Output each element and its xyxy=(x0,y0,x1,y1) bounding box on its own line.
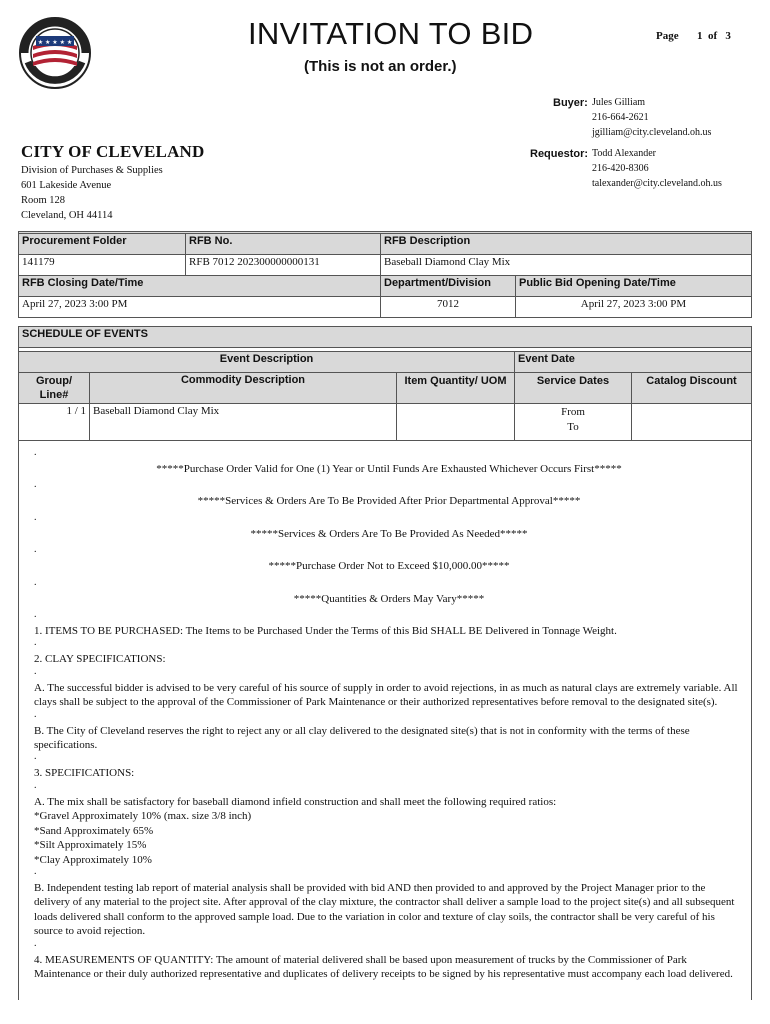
spacer-dot: . xyxy=(34,447,37,458)
spacer-dot: . xyxy=(34,479,37,491)
rfb-no-value: RFB 7012 202300000000131 xyxy=(186,255,381,276)
spacer-dot: . xyxy=(34,576,37,588)
page-number: 1 of 3 xyxy=(697,30,731,42)
catalog-discount xyxy=(632,404,752,441)
requestor-name: Todd Alexander xyxy=(592,148,657,159)
rfb-no-header: RFB No. xyxy=(186,234,381,255)
section-clay-heading: 2. CLAY SPECIFICATIONS: xyxy=(34,653,166,666)
spacer-dot: . xyxy=(34,865,37,877)
requestor-phone: 216-420-8306 xyxy=(592,163,649,174)
closing-date-header: RFB Closing Date/Time xyxy=(19,276,381,297)
department-value: 7012 xyxy=(381,297,516,318)
spacer-dot: . xyxy=(34,637,37,649)
issuer-address-line: Room 128 xyxy=(21,195,66,206)
notice: *****Services & Orders Are To Be Provided As Needed***** xyxy=(250,527,528,540)
section-items: 1. ITEMS TO BE PURCHASED: The Items to be Purchased Under the Terms of this Bid SHALL BE Delivered in Tonnage Weight. xyxy=(34,625,617,638)
quantity-header: Item Quantity/ UOM xyxy=(397,373,515,404)
page-label: Page xyxy=(656,30,679,42)
spacer-dot: . xyxy=(34,779,37,791)
event-description-header: Event Description xyxy=(19,352,515,373)
ratio-line: *Gravel Approximately 10% (max. size 3/8 inch) xyxy=(34,810,252,823)
buyer-email: jgilliam@city.cleveland.oh.us xyxy=(592,127,712,138)
section-clay-b: B. The City of Cleveland reserves the right to reject any or all clay delivered to the designated site(s) that is not in conformity with the terms of these specifications. xyxy=(34,724,690,752)
notice: *****Services & Orders Are To Be Provided After Prior Departmental Approval***** xyxy=(197,495,581,508)
ratio-line: *Silt Approximately 15% xyxy=(34,839,147,852)
spacer-dot: . xyxy=(34,544,37,556)
svg-text:★ ★ ★ ★ ★: ★ ★ ★ ★ ★ xyxy=(37,39,73,46)
issuer-address xyxy=(21,163,163,223)
rfb-description-value: Baseball Diamond Clay Mix xyxy=(381,255,752,276)
commodity-header: Commodity Description xyxy=(90,373,397,404)
schedule-title: SCHEDULE OF EVENTS xyxy=(19,327,752,348)
section-specs-heading: 3. SPECIFICATIONS: xyxy=(34,767,135,780)
spacer-dot: . xyxy=(34,708,37,720)
procurement-folder-value: 141179 xyxy=(19,255,186,276)
section-specs-b: B. Independent testing lab report of material analysis shall be provided with bid AND then provided to and approved by the Project Manager prior to the delivery of any material to the project site. After approval of the clay mixture, the contractor shall deliver a sample load to the project site(s) and all subsequent loads delivered shall conform to the approved sample load. Due to the variation in color and texture of clay soils, the contractor shall be very careful of his source to avoid rejection. xyxy=(34,881,735,938)
section-clay-a: A. The successful bidder is advised to be very careful of his source of supply in order to avoid rejections, in as much as natural clays are extremely variable. All clays shall be subject to the approval of the Commissioner of Park Maintenance or their authorized representatives before removal to the designated site(s). xyxy=(34,681,738,709)
schedule-table xyxy=(18,326,752,441)
spacer-dot: . xyxy=(34,511,37,523)
spacer-dot: . xyxy=(34,937,37,949)
notice: *****Quantities & Orders May Vary***** xyxy=(293,592,485,605)
spacer-dot: . xyxy=(34,609,37,621)
buyer-name: Jules Gilliam xyxy=(592,97,646,108)
service-dates-header: Service Dates xyxy=(515,373,632,404)
procurement-folder-header: Procurement Folder xyxy=(19,234,186,255)
buyer-label: Buyer: xyxy=(553,97,588,109)
requestor-email: talexander@city.cleveland.oh.us xyxy=(592,178,722,189)
city-seal-logo xyxy=(18,16,92,95)
document-title: INVITATION TO BID xyxy=(248,16,534,51)
issuer-address-line: 601 Lakeside Avenue xyxy=(21,180,112,191)
opening-date-header: Public Bid Opening Date/Time xyxy=(516,276,752,297)
spacer-dot: . xyxy=(34,751,37,763)
bid-info-table xyxy=(18,231,752,318)
rfb-description-header: RFB Description xyxy=(381,234,752,255)
table-row xyxy=(19,404,752,441)
service-from: From xyxy=(561,406,585,418)
catalog-discount-header: Catalog Discount xyxy=(632,373,752,404)
specifications-text xyxy=(34,448,744,981)
notice: *****Purchase Order Not to Exceed $10,000.00***** xyxy=(268,560,510,573)
notice: *****Purchase Order Valid for One (1) Year or Until Funds Are Exhausted Whichever Occurs First***** xyxy=(156,463,622,475)
ratio-line: *Sand Approximately 65% xyxy=(34,824,154,837)
buyer-phone: 216-664-2621 xyxy=(592,112,649,123)
issuer-address-line: Cleveland, OH 44114 xyxy=(21,210,113,221)
requestor-contact xyxy=(592,146,722,191)
requestor-label: Requestor: xyxy=(530,148,589,160)
commodity-description: Baseball Diamond Clay Mix xyxy=(90,404,397,441)
issuer-name: CITY OF CLEVELAND xyxy=(21,142,205,161)
service-dates xyxy=(515,404,632,441)
group-line-header: Group/ Line# xyxy=(19,373,90,404)
buyer-contact xyxy=(592,95,711,140)
ratio-line: *Clay Approximately 10% xyxy=(34,853,152,866)
document-subtitle: (This is not an order.) xyxy=(304,58,457,75)
line-number: 1 / 1 xyxy=(19,404,90,441)
department-header: Department/Division xyxy=(381,276,516,297)
section-specs-a: A. The mix shall be satisfactory for baseball diamond infield construction and shall meet the following required ratios: xyxy=(34,795,557,808)
issuer-address-line: Division of Purchases & Supplies xyxy=(21,165,163,176)
section-measurements: 4. MEASUREMENTS OF QUANTITY: The amount of material delivered shall be based upon measurement of trucks by the Commissioner of Park Maintenance or their duly authorized representative and duplicates of delivery receipts to be signed by his representative must accompany each load delivered. xyxy=(34,953,733,980)
event-date-header: Event Date xyxy=(515,352,752,373)
closing-date-value: April 27, 2023 3:00 PM xyxy=(19,297,381,318)
opening-date-value: April 27, 2023 3:00 PM xyxy=(516,297,752,318)
spacer-dot: . xyxy=(34,665,37,677)
item-quantity xyxy=(397,404,515,441)
service-to: To xyxy=(567,421,579,433)
